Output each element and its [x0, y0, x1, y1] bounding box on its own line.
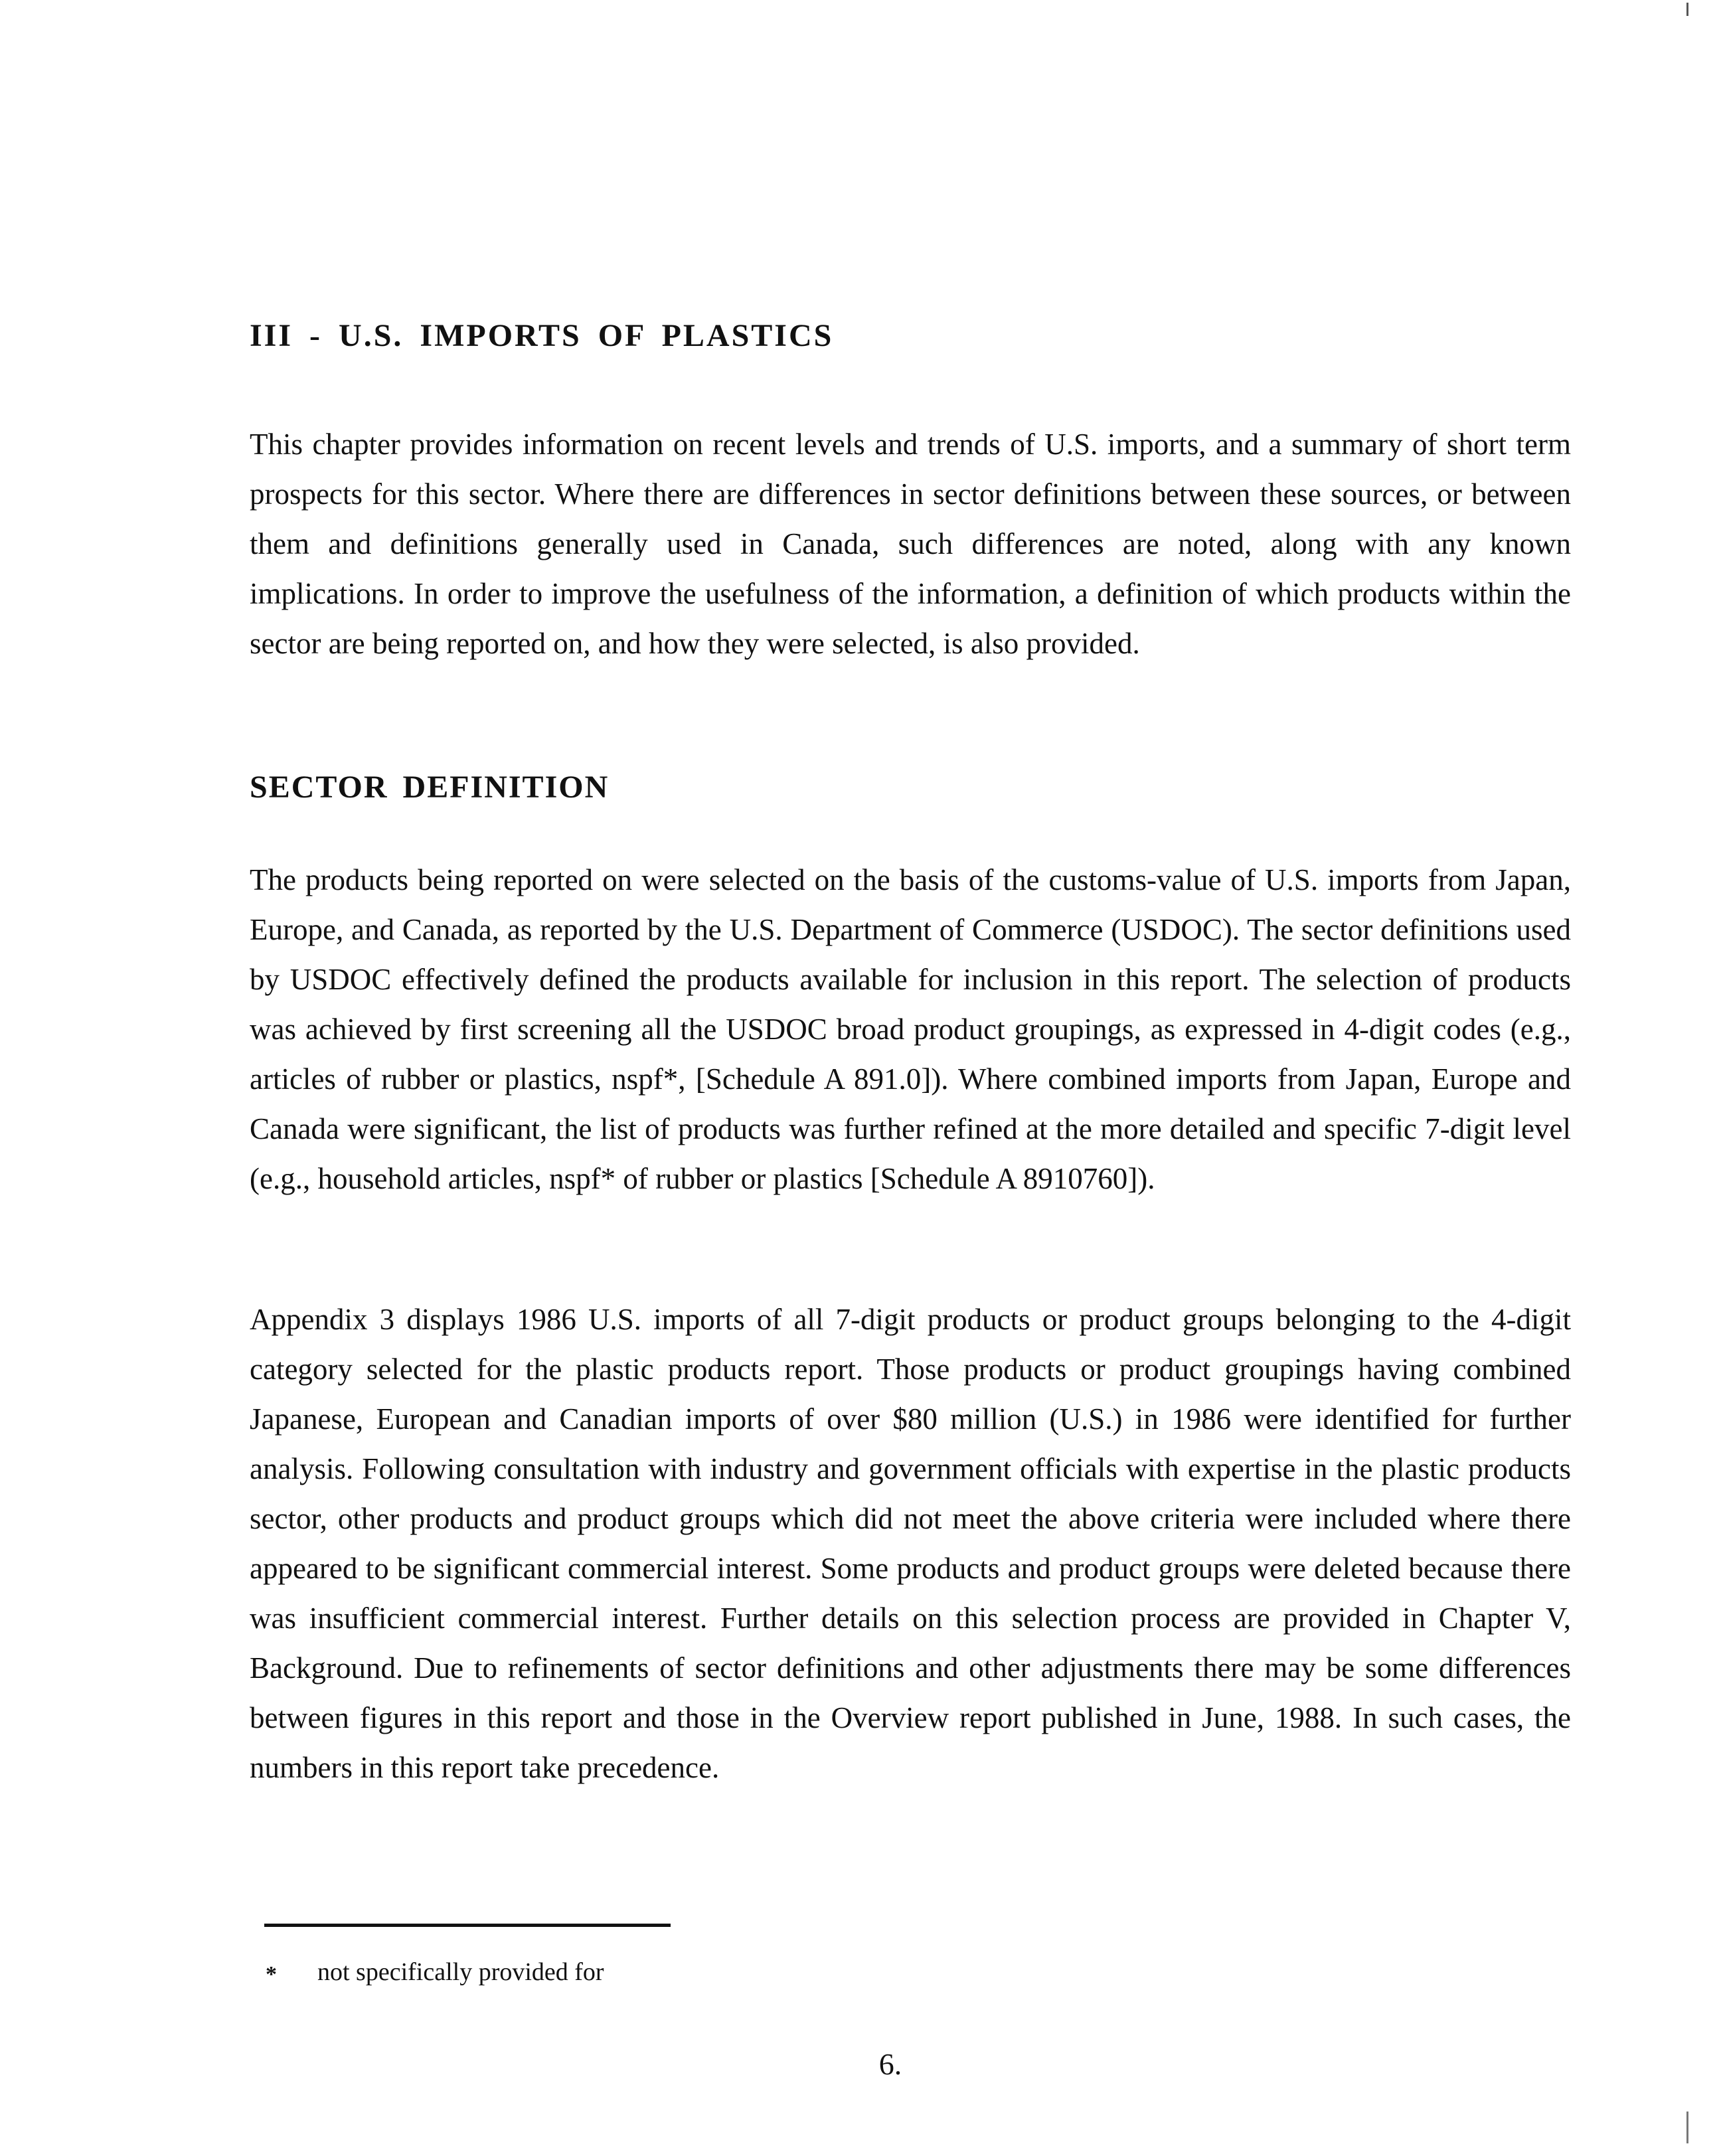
sector-definition-paragraph-2: Appendix 3 displays 1986 U.S. imports of all 7-digit products or product groups belonging to the 4-digit category selected for the plastic products report. Those products or product groupings having combined Japanese, European and Canadian imports of over $80 million (U.S.) in 1986 were identified for further analysis. Following consultation with industry and government officials with expertise in the plastic products sector, other products and product groups which did not meet the above criteria were included where there appeared to be significant commercial interest. Some products and product groups were deleted because there was insufficient commercial interest. Further details on this selection process are provided in Chapter V, Background. Due to refinements of sector definitions and other adjustments there may be some differences between figures in this report and those in the Overview report published in June, 1988. In such cases, the numbers in this report take precedence.: [250, 1303, 1571, 1784]
footnote-marker: *: [266, 1962, 277, 1987]
page-number: 6.: [878, 2047, 902, 2081]
section-title: SECTOR DEFINITION: [250, 770, 610, 805]
scan-edge-mark-top: [1686, 3, 1688, 16]
sector-definition-paragraph-1: The products being reported on were selected on the basis of the customs-value of U.S. imports from Japan, Europe, and Canada, as reported by the U.S. Department of Commerce (USDOC). The sector definitions used by USDOC effectively defined the products available for inclusion in this report. The selection of products was achieved by first screening all the USDOC broad product groupings, as expressed in 4-digit codes (e.g., articles of rubber or plastics, nspf*, [Schedule A 891.0]). Where combined imports from Japan, Europe and Canada were significant, the list of products was further refined at the more detailed and specific 7-digit level (e.g., household articles, nspf* of rubber or plastics [Schedule A 8910760]).: [250, 863, 1571, 1195]
intro-paragraph: This chapter provides information on recent levels and trends of U.S. imports, and a summary of short term prospects for this sector. Where there are differences in sector definitions between these sources, or between them and definitions generally used in Canada, such differences are noted, along with any known implications. In order to improve the usefulness of the information, a definition of which products within the sector are being reported on, and how they were selected, is also provided.: [250, 428, 1571, 660]
chapter-title: III - U.S. IMPORTS OF PLASTICS: [250, 318, 834, 353]
scan-edge-mark-bottom: [1686, 2112, 1688, 2143]
footnote-text: not specifically provided for: [317, 1958, 604, 1986]
footnote-divider: [264, 1924, 671, 1927]
